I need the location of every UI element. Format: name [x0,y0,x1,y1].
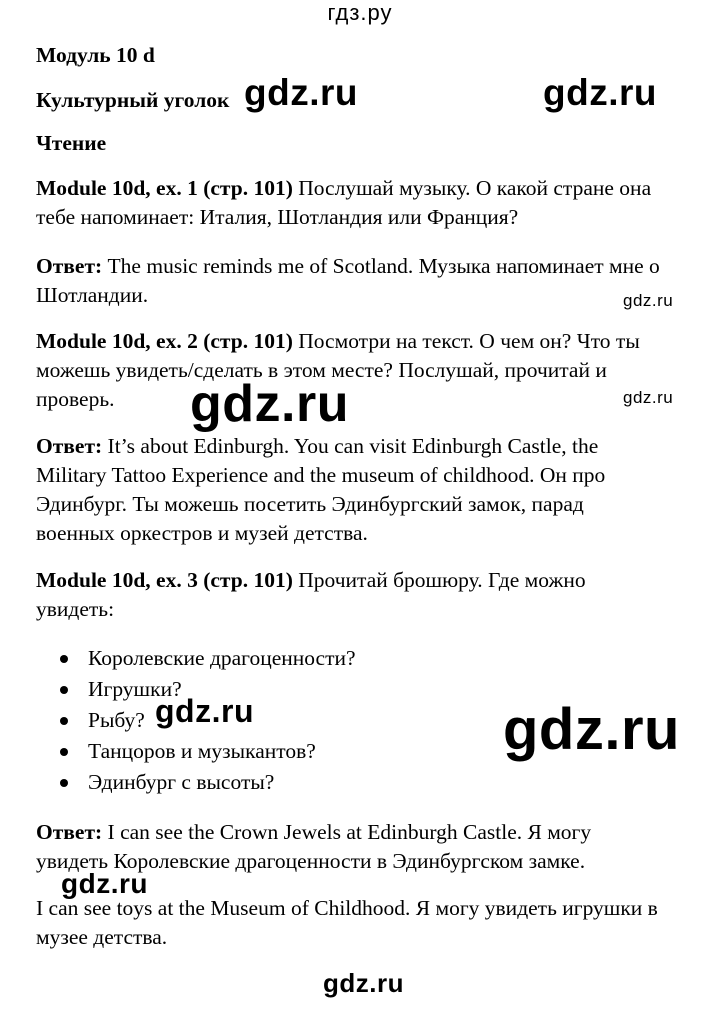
answer-1-line: Шотландии. [36,283,149,307]
bullet-icon [60,748,68,756]
exercise-2 [36,327,716,414]
list-item: Королевские драгоценности? [60,643,356,674]
answer-1 [36,252,716,310]
list-item: Эдинбург с высоты? [60,767,356,798]
answer-2-line: Military Tattoo Experience and the museum of childhood. Он про [36,463,606,487]
module-title: Модуль 10 d [36,43,155,67]
watermark: gdz.ru [155,693,254,729]
exercise-1-ref: Module 10d, ex. 1 (стр. 101) [36,176,293,200]
list-item: Рыбу? [60,705,356,736]
answer-3-continued [36,894,716,952]
watermark: gdz.ru [623,291,674,310]
watermark: gdz.ru [61,868,148,899]
bullet-icon [60,655,68,663]
answer-1-label: Ответ: [36,254,103,278]
watermark: gdz.ru [244,72,358,113]
answer-2-label: Ответ: [36,434,103,458]
exercise-1-task-line: Послушай музыку. О какой стране она [292,176,652,200]
answer-2-line: It’s about Edinburgh. You can visit Edinburgh Castle, the [102,434,599,458]
exercise-1 [36,174,716,232]
answer-3-line: I can see the Crown Jewels at Edinburgh Castle. Я могу [102,820,592,844]
exercise-3 [36,566,716,624]
section-title: Культурный уголок [36,88,230,112]
answer-2-line: военных оркестров и музей детства. [36,521,368,545]
bullet-icon [60,686,68,694]
exercise-3-ref: Module 10d, ex. 3 (стр. 101) [36,568,293,592]
bullet-icon [60,717,68,725]
answer-2-line: Эдинбург. Ты можешь посетить Эдинбургский замок, парад [36,492,584,516]
answer-3-line: музее детства. [36,925,168,949]
exercise-3-task-line: Прочитай брошюру. Где можно [292,568,586,592]
watermark: gdz.ru [623,388,674,407]
exercise-2-task-line: Посмотри на текст. О чем он? Что ты [292,329,640,353]
exercise-2-ref: Module 10d, ex. 2 (стр. 101) [36,329,293,353]
subsection-title: Чтение [36,131,107,155]
answer-3-line: увидеть Королевские драгоценности в Эдинбургском замке. [36,849,586,873]
answer-3-label: Ответ: [36,820,103,844]
exercise-2-task-line: можешь увидеть/сделать в этом месте? Послушай, прочитай и [36,358,607,382]
watermark: gdz.ru [323,968,404,998]
answer-1-line: The music reminds me of Scotland. Музыка напоминает мне о [102,254,660,278]
watermark: gdz.ru [190,375,349,433]
exercise-2-task-line: проверь. [36,387,115,411]
watermark: gdz.ru [543,72,657,113]
bullet-icon [60,779,68,787]
list-item: Танцоров и музыкантов? [60,736,356,767]
site-header: гдз.ру [327,0,393,25]
exercise-3-task-line: увидеть: [36,597,115,621]
list-item: Игрушки? [60,674,356,705]
answer-2 [36,432,716,548]
exercise-1-task-line: тебе напоминает: Италия, Шотландия или Франция? [36,205,519,229]
watermark: gdz.ru [503,697,680,762]
answer-3-line: I can see toys at the Museum of Childhood. Я могу увидеть игрушки в [36,896,658,920]
